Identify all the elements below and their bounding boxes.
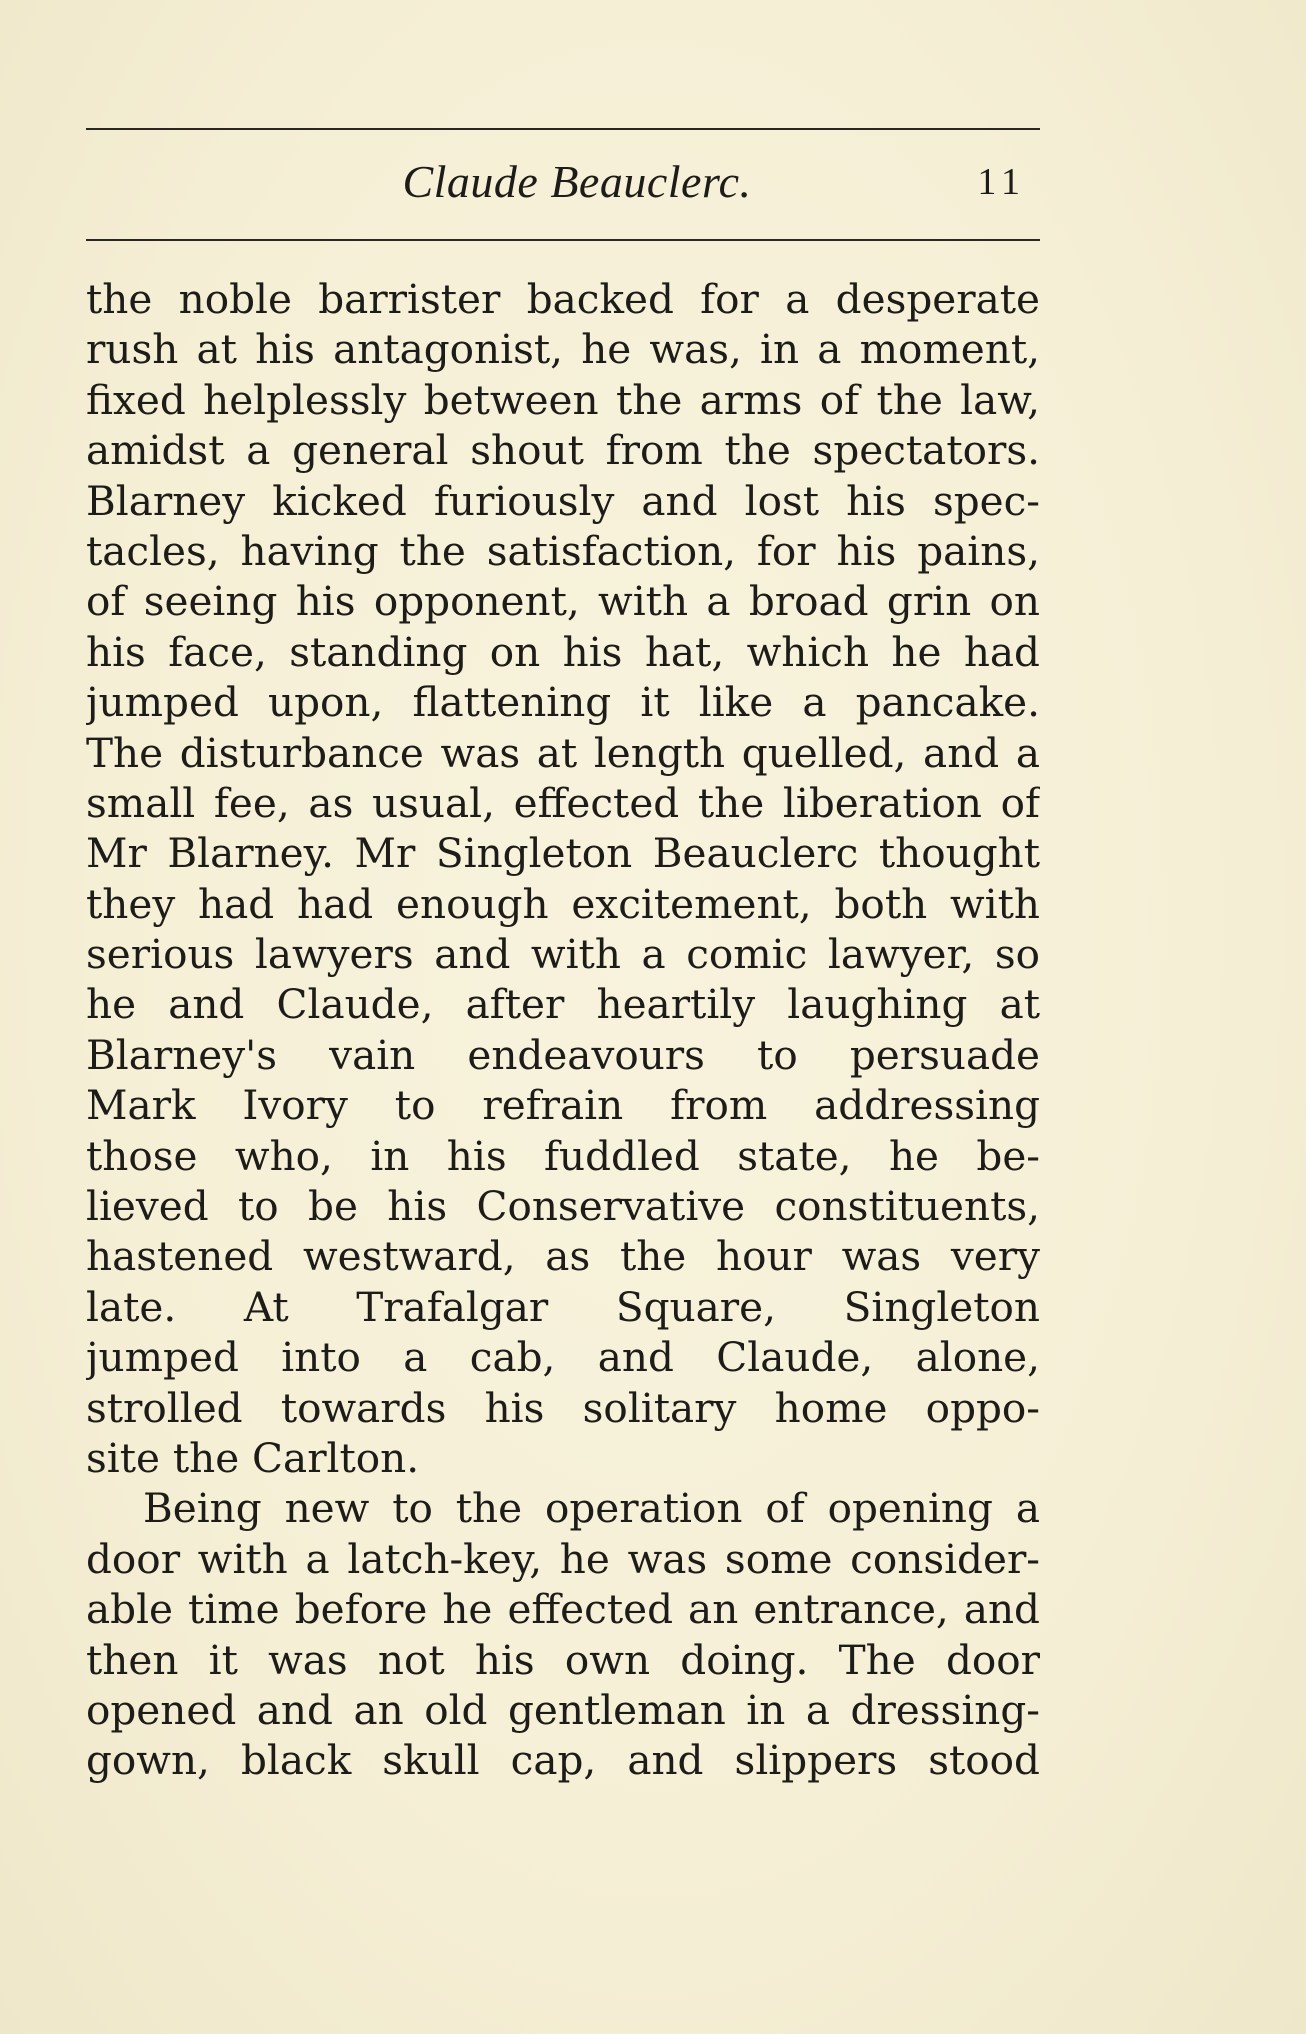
text-line: Mark Ivory to refrain from addressing [86,1081,1040,1130]
text-line: fixed helplessly between the arms of the law, [86,375,1040,424]
header-bottom-rule [86,239,1040,241]
text-line: opened and an old gentleman in a dressing- [86,1685,1040,1734]
text-line: Blarney's vain endeavours to persuade [86,1030,1040,1079]
text-line: of seeing his opponent, with a broad grin on [86,577,1040,626]
text-line: Blarney kicked furiously and lost his spec- [86,476,1040,525]
text-line: tacles, having the satisfaction, for his pains, [86,526,1040,575]
running-title: Claude Beauclerc. [402,156,752,207]
text-line: able time before he effected an entrance, and [86,1585,1040,1634]
page-number: 11 [977,161,1026,203]
header-top-rule [86,128,1040,130]
text-line: amidst a general shout from the spectators. [86,426,1040,475]
text-line: late. At Trafalgar Square, Singleton [86,1282,1040,1331]
text-line: hastened westward, as the hour was very [86,1232,1040,1281]
text-line: they had had enough excitement, both with [86,879,1040,928]
text-line: strolled towards his solitary home oppo- [86,1383,1040,1432]
text-line: jumped into a cab, and Claude, alone, [86,1333,1040,1382]
text-line: Mr Blarney. Mr Singleton Beauclerc thought [86,829,1040,878]
text-line: lieved to be his Conservative constituents, [86,1182,1040,1231]
text-line: then it was not his own doing. The door [86,1635,1040,1684]
text-line: small fee, as usual, effected the liberation of [86,778,1040,827]
text-line: jumped upon, flattening it like a pancake. [86,678,1040,727]
text-line: serious lawyers and with a comic lawyer, so [86,930,1040,979]
text-line: his face, standing on his hat, which he had [86,627,1040,676]
text-line: he and Claude, after heartily laughing at [86,980,1040,1029]
text-line: gown, black skull cap, and slippers stood [86,1736,1040,1785]
text-line: door with a latch-key, he was some consider- [86,1534,1040,1583]
text-line: The disturbance was at length quelled, and a [86,728,1040,777]
text-line: Being new to the operation of opening a [143,1484,1040,1533]
body-text [86,274,1040,1786]
text-line: site the Carlton. [86,1433,420,1482]
text-line: rush at his antagonist, he was, in a moment, [86,325,1040,374]
text-line: the noble barrister backed for a desperate [86,275,1040,323]
running-head [86,152,1040,212]
text-line: those who, in his fuddled state, he be- [86,1131,1040,1180]
